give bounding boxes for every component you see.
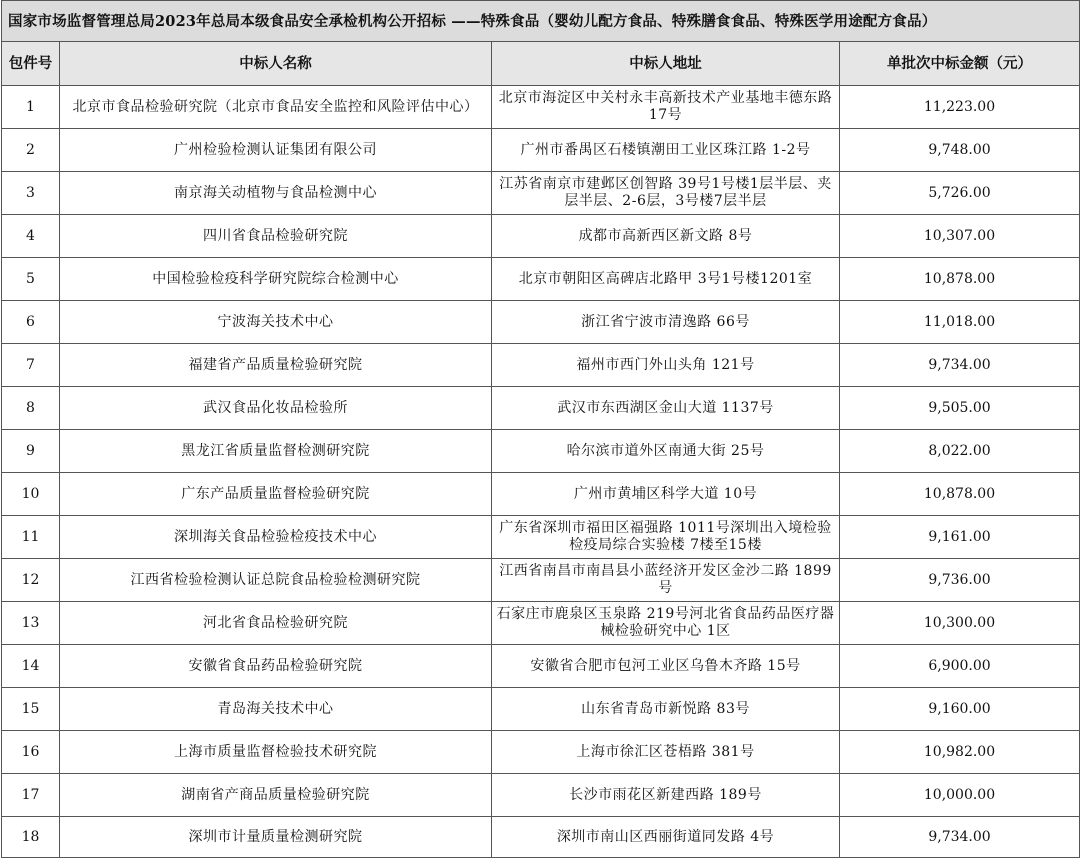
bidder-name-cell: 上海市质量监督检验技术研究院	[60, 731, 492, 774]
bidder-address-cell: 哈尔滨市道外区南通大街 25号	[492, 430, 840, 473]
package-no-cell: 4	[2, 215, 60, 258]
bidder-address-cell: 山东省青岛市新悦路 83号	[492, 688, 840, 731]
package-no-cell: 8	[2, 387, 60, 430]
package-no-cell: 10	[2, 473, 60, 516]
package-no-cell: 6	[2, 301, 60, 344]
package-no-cell: 15	[2, 688, 60, 731]
amount-cell: 5,726.00	[840, 172, 1080, 215]
bidder-address-cell: 浙江省宁波市清逸路 66号	[492, 301, 840, 344]
table-title-row	[2, 1, 1080, 42]
amount-cell: 9,505.00	[840, 387, 1080, 430]
tender-results-document	[1, 0, 1079, 858]
package-no-cell: 9	[2, 430, 60, 473]
bidder-address-cell: 广东省深圳市福田区福强路 1011号深圳出入境检验检疫局综合实验楼 7楼至15楼	[492, 516, 840, 559]
amount-cell: 9,734.00	[840, 344, 1080, 387]
table-row	[2, 215, 1080, 258]
bidder-address-cell: 广州市黄埔区科学大道 10号	[492, 473, 840, 516]
amount-cell: 10,000.00	[840, 774, 1080, 817]
amount-cell: 8,022.00	[840, 430, 1080, 473]
header-bidder-name: 中标人名称	[60, 42, 492, 86]
table-row	[2, 688, 1080, 731]
header-bidder-address: 中标人地址	[492, 42, 840, 86]
package-no-cell: 3	[2, 172, 60, 215]
amount-cell: 10,878.00	[840, 473, 1080, 516]
bidder-name-cell: 广东产品质量监督检验研究院	[60, 473, 492, 516]
table-row	[2, 86, 1080, 129]
bidder-address-cell: 长沙市雨花区新建西路 189号	[492, 774, 840, 817]
header-amount: 单批次中标金额（元）	[840, 42, 1080, 86]
bidder-name-cell: 南京海关动植物与食品检测中心	[60, 172, 492, 215]
bidder-address-cell: 北京市海淀区中关村永丰高新技术产业基地丰德东路17号	[492, 86, 840, 129]
amount-cell: 10,878.00	[840, 258, 1080, 301]
amount-cell: 11,018.00	[840, 301, 1080, 344]
package-no-cell: 14	[2, 645, 60, 688]
table-row	[2, 817, 1080, 858]
table-row	[2, 430, 1080, 473]
bidder-name-cell: 江西省检验检测认证总院食品检验检测研究院	[60, 559, 492, 602]
amount-cell: 9,160.00	[840, 688, 1080, 731]
bidder-name-cell: 湖南省产商品质量检验研究院	[60, 774, 492, 817]
bidder-address-cell: 江西省南昌市南昌县小蓝经济开发区金沙二路 1899号	[492, 559, 840, 602]
table-body	[2, 86, 1080, 858]
table-row	[2, 645, 1080, 688]
amount-cell: 10,300.00	[840, 602, 1080, 645]
bidder-address-cell: 成都市高新西区新文路 8号	[492, 215, 840, 258]
bidder-address-cell: 安徽省合肥市包河工业区乌鲁木齐路 15号	[492, 645, 840, 688]
bidder-address-cell: 石家庄市鹿泉区玉泉路 219号河北省食品药品医疗器械检验研究中心 1区	[492, 602, 840, 645]
table-row	[2, 344, 1080, 387]
bidder-name-cell: 宁波海关技术中心	[60, 301, 492, 344]
table-row	[2, 559, 1080, 602]
table-row	[2, 731, 1080, 774]
table-row	[2, 258, 1080, 301]
bidder-name-cell: 安徽省食品药品检验研究院	[60, 645, 492, 688]
package-no-cell: 7	[2, 344, 60, 387]
bidder-name-cell: 四川省食品检验研究院	[60, 215, 492, 258]
bidder-name-cell: 河北省食品检验研究院	[60, 602, 492, 645]
bidder-name-cell: 深圳海关食品检验检疫技术中心	[60, 516, 492, 559]
table-header-row	[2, 42, 1080, 86]
table-row	[2, 516, 1080, 559]
amount-cell: 9,736.00	[840, 559, 1080, 602]
bidder-address-cell: 福州市西门外山头角 121号	[492, 344, 840, 387]
bidder-address-cell: 武汉市东西湖区金山大道 1137号	[492, 387, 840, 430]
bidder-address-cell: 江苏省南京市建邺区创智路 39号1号楼1层半层、夹层半层、2-6层，3号楼7层半层	[492, 172, 840, 215]
package-no-cell: 18	[2, 817, 60, 858]
bidder-name-cell: 青岛海关技术中心	[60, 688, 492, 731]
package-no-cell: 5	[2, 258, 60, 301]
amount-cell: 9,734.00	[840, 817, 1080, 858]
package-no-cell: 12	[2, 559, 60, 602]
table-row	[2, 129, 1080, 172]
table-row	[2, 301, 1080, 344]
table-title: 国家市场监督管理总局2023年总局本级食品安全承检机构公开招标 ——特殊食品（婴幼儿配方食品、特殊膳食食品、特殊医学用途配方食品）	[2, 1, 1080, 42]
winning-bidders-table	[1, 0, 1080, 858]
bidder-address-cell: 广州市番禺区石楼镇潮田工业区珠江路 1-2号	[492, 129, 840, 172]
amount-cell: 6,900.00	[840, 645, 1080, 688]
package-no-cell: 17	[2, 774, 60, 817]
bidder-name-cell: 北京市食品检验研究院（北京市食品安全监控和风险评估中心）	[60, 86, 492, 129]
bidder-address-cell: 深圳市南山区西丽街道同发路 4号	[492, 817, 840, 858]
amount-cell: 9,748.00	[840, 129, 1080, 172]
table-row	[2, 172, 1080, 215]
bidder-name-cell: 中国检验检疫科学研究院综合检测中心	[60, 258, 492, 301]
amount-cell: 10,982.00	[840, 731, 1080, 774]
package-no-cell: 1	[2, 86, 60, 129]
amount-cell: 10,307.00	[840, 215, 1080, 258]
bidder-name-cell: 广州检验检测认证集团有限公司	[60, 129, 492, 172]
amount-cell: 9,161.00	[840, 516, 1080, 559]
header-package-no: 包件号	[2, 42, 60, 86]
bidder-address-cell: 北京市朝阳区高碑店北路甲 3号1号楼1201室	[492, 258, 840, 301]
package-no-cell: 13	[2, 602, 60, 645]
amount-cell: 11,223.00	[840, 86, 1080, 129]
package-no-cell: 11	[2, 516, 60, 559]
bidder-name-cell: 武汉食品化妆品检验所	[60, 387, 492, 430]
table-row	[2, 774, 1080, 817]
bidder-name-cell: 深圳市计量质量检测研究院	[60, 817, 492, 858]
bidder-name-cell: 福建省产品质量检验研究院	[60, 344, 492, 387]
bidder-name-cell: 黑龙江省质量监督检测研究院	[60, 430, 492, 473]
package-no-cell: 2	[2, 129, 60, 172]
package-no-cell: 16	[2, 731, 60, 774]
table-row	[2, 473, 1080, 516]
bidder-address-cell: 上海市徐汇区苍梧路 381号	[492, 731, 840, 774]
table-row	[2, 387, 1080, 430]
table-row	[2, 602, 1080, 645]
